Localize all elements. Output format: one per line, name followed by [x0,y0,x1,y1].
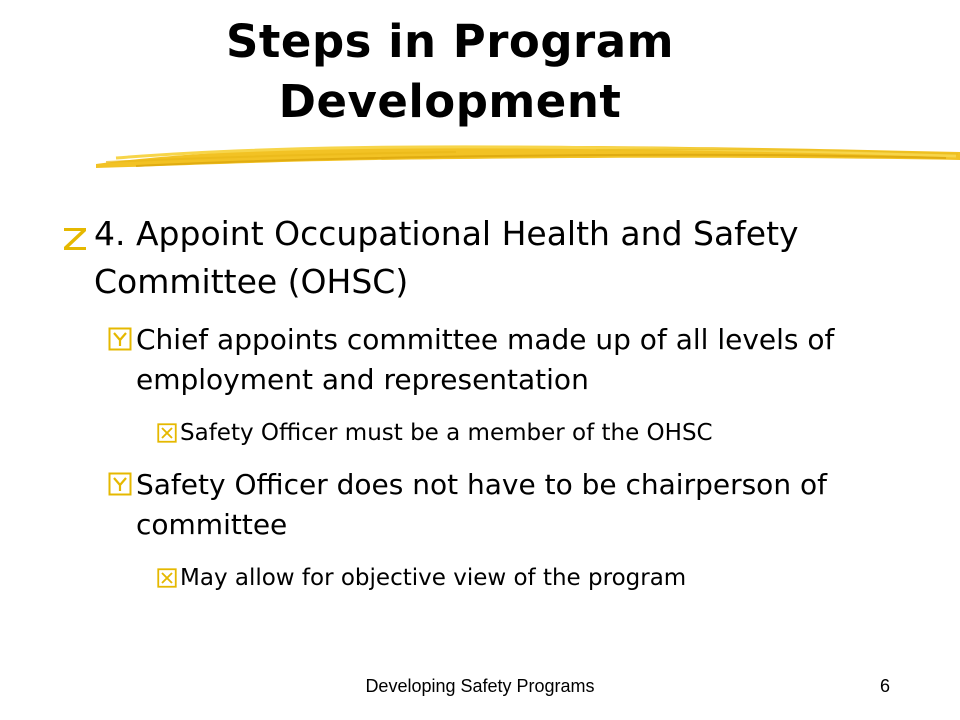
z-bullet-icon [58,216,92,256]
x-checkbox-icon [157,568,177,588]
title-line-2: Development [278,75,622,128]
bullet-text: 4. Appoint Occupational Health and Safety Committee (OHSC) [94,214,799,301]
sub-sub-bullet-text: Safety Officer must be a member of the OHSC [180,420,713,446]
x-checkbox-icon [157,423,177,443]
sub-bullet-chief-appoints [108,320,908,400]
sub-sub-bullet-objective-view [157,563,937,593]
sub-bullet-text: Safety Officer does not have to be chairperson of committee [136,468,827,541]
y-checkbox-icon [108,472,132,496]
sub-bullet-not-chairperson [108,465,908,545]
y-checkbox-icon [108,327,132,351]
sub-bullet-text: Chief appoints committee made up of all levels of employment and representation [136,323,835,396]
sub-sub-bullet-text: May allow for objective view of the program [180,565,687,591]
page-number: 6 [880,676,891,696]
sub-sub-bullet-member [157,418,937,448]
title-underline-brush [96,136,960,176]
footer-text: Developing Safety Programs [365,676,595,696]
slide-title [100,12,800,132]
bullet-appoint-ohsc [58,210,918,306]
title-line-1: Steps in Program [226,15,674,68]
